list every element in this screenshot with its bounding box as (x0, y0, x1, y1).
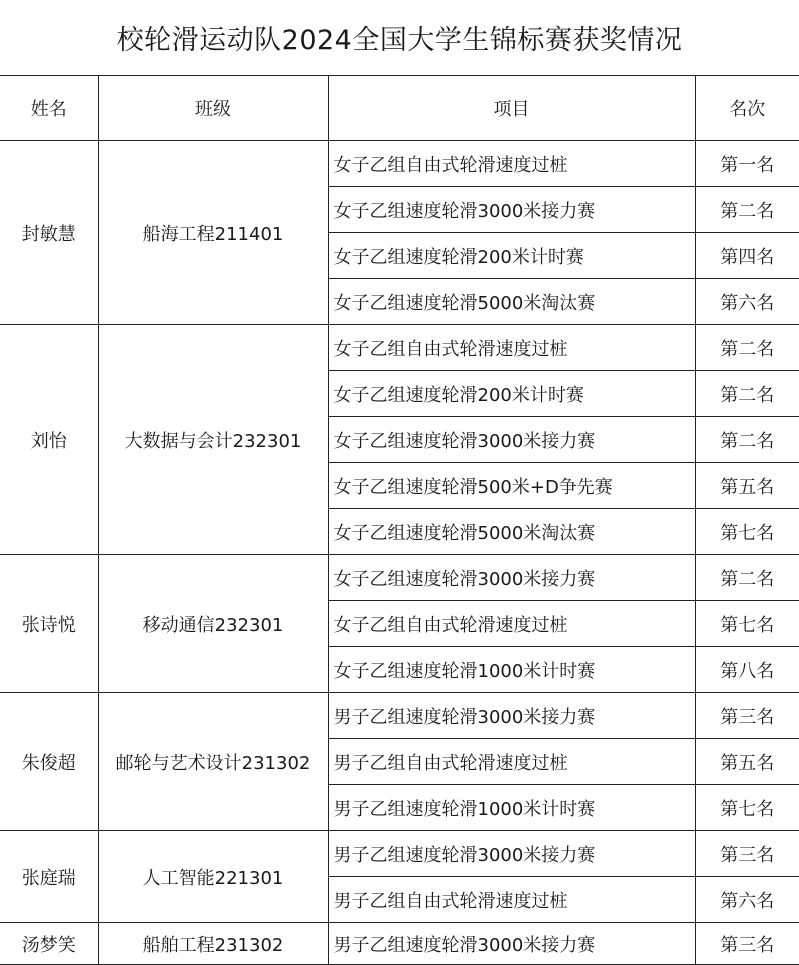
event-cell: 女子乙组速度轮滑500米+D争先赛 (328, 463, 695, 509)
event-cell: 男子乙组速度轮滑1000米计时赛 (328, 785, 695, 831)
rank-cell: 第一名 (695, 141, 799, 187)
event-cell: 男子乙组自由式轮滑速度过桩 (328, 877, 695, 923)
rank-cell: 第八名 (695, 647, 799, 693)
event-cell: 女子乙组速度轮滑200米计时赛 (328, 371, 695, 417)
student-name-cell: 张庭瑞 (0, 831, 98, 923)
event-cell: 女子乙组速度轮滑5000米淘汰赛 (328, 509, 695, 555)
header-class: 班级 (98, 76, 328, 141)
event-cell: 女子乙组自由式轮滑速度过桩 (328, 141, 695, 187)
table-row (0, 923, 799, 965)
table-row (0, 555, 799, 601)
student-name-cell: 朱俊超 (0, 693, 98, 831)
student-class-cell: 人工智能221301 (98, 831, 328, 923)
rank-cell: 第六名 (695, 279, 799, 325)
student-class-cell: 邮轮与艺术设计231302 (98, 693, 328, 831)
table-row (0, 693, 799, 739)
rank-cell: 第二名 (695, 325, 799, 371)
rank-cell: 第三名 (695, 693, 799, 739)
rank-cell: 第五名 (695, 739, 799, 785)
event-cell: 女子乙组速度轮滑1000米计时赛 (328, 647, 695, 693)
student-name-cell: 汤梦笑 (0, 923, 98, 965)
table-body (0, 141, 799, 965)
event-cell: 女子乙组速度轮滑5000米淘汰赛 (328, 279, 695, 325)
event-cell: 女子乙组速度轮滑3000米接力赛 (328, 187, 695, 233)
header-rank: 名次 (695, 76, 799, 141)
header-event: 项目 (328, 76, 695, 141)
table-header-row (0, 76, 799, 141)
rank-cell: 第三名 (695, 831, 799, 877)
rank-cell: 第四名 (695, 233, 799, 279)
student-name-cell: 刘怡 (0, 325, 98, 555)
student-class-cell: 船海工程211401 (98, 141, 328, 325)
table-row (0, 325, 799, 371)
student-name-cell: 封敏慧 (0, 141, 98, 325)
event-cell: 女子乙组自由式轮滑速度过桩 (328, 325, 695, 371)
table-row (0, 831, 799, 877)
rank-cell: 第二名 (695, 555, 799, 601)
rank-cell: 第七名 (695, 785, 799, 831)
student-class-cell: 移动通信232301 (98, 555, 328, 693)
table-row (0, 141, 799, 187)
rank-cell: 第二名 (695, 417, 799, 463)
rank-cell: 第六名 (695, 877, 799, 923)
header-name: 姓名 (0, 76, 98, 141)
event-cell: 男子乙组速度轮滑3000米接力赛 (328, 693, 695, 739)
rank-cell: 第七名 (695, 601, 799, 647)
student-name-cell: 张诗悦 (0, 555, 98, 693)
event-cell: 女子乙组速度轮滑200米计时赛 (328, 233, 695, 279)
rank-cell: 第七名 (695, 509, 799, 555)
student-class-cell: 船舶工程231302 (98, 923, 328, 965)
rank-cell: 第五名 (695, 463, 799, 509)
rank-cell: 第三名 (695, 923, 799, 965)
awards-table (0, 75, 799, 965)
event-cell: 女子乙组速度轮滑3000米接力赛 (328, 417, 695, 463)
event-cell: 女子乙组速度轮滑3000米接力赛 (328, 555, 695, 601)
event-cell: 男子乙组速度轮滑3000米接力赛 (328, 923, 695, 965)
event-cell: 女子乙组自由式轮滑速度过桩 (328, 601, 695, 647)
student-class-cell: 大数据与会计232301 (98, 325, 328, 555)
event-cell: 男子乙组速度轮滑3000米接力赛 (328, 831, 695, 877)
event-cell: 男子乙组自由式轮滑速度过桩 (328, 739, 695, 785)
page-title: 校轮滑运动队2024全国大学生锦标赛获奖情况 (116, 25, 683, 56)
rank-cell: 第二名 (695, 371, 799, 417)
rank-cell: 第二名 (695, 187, 799, 233)
